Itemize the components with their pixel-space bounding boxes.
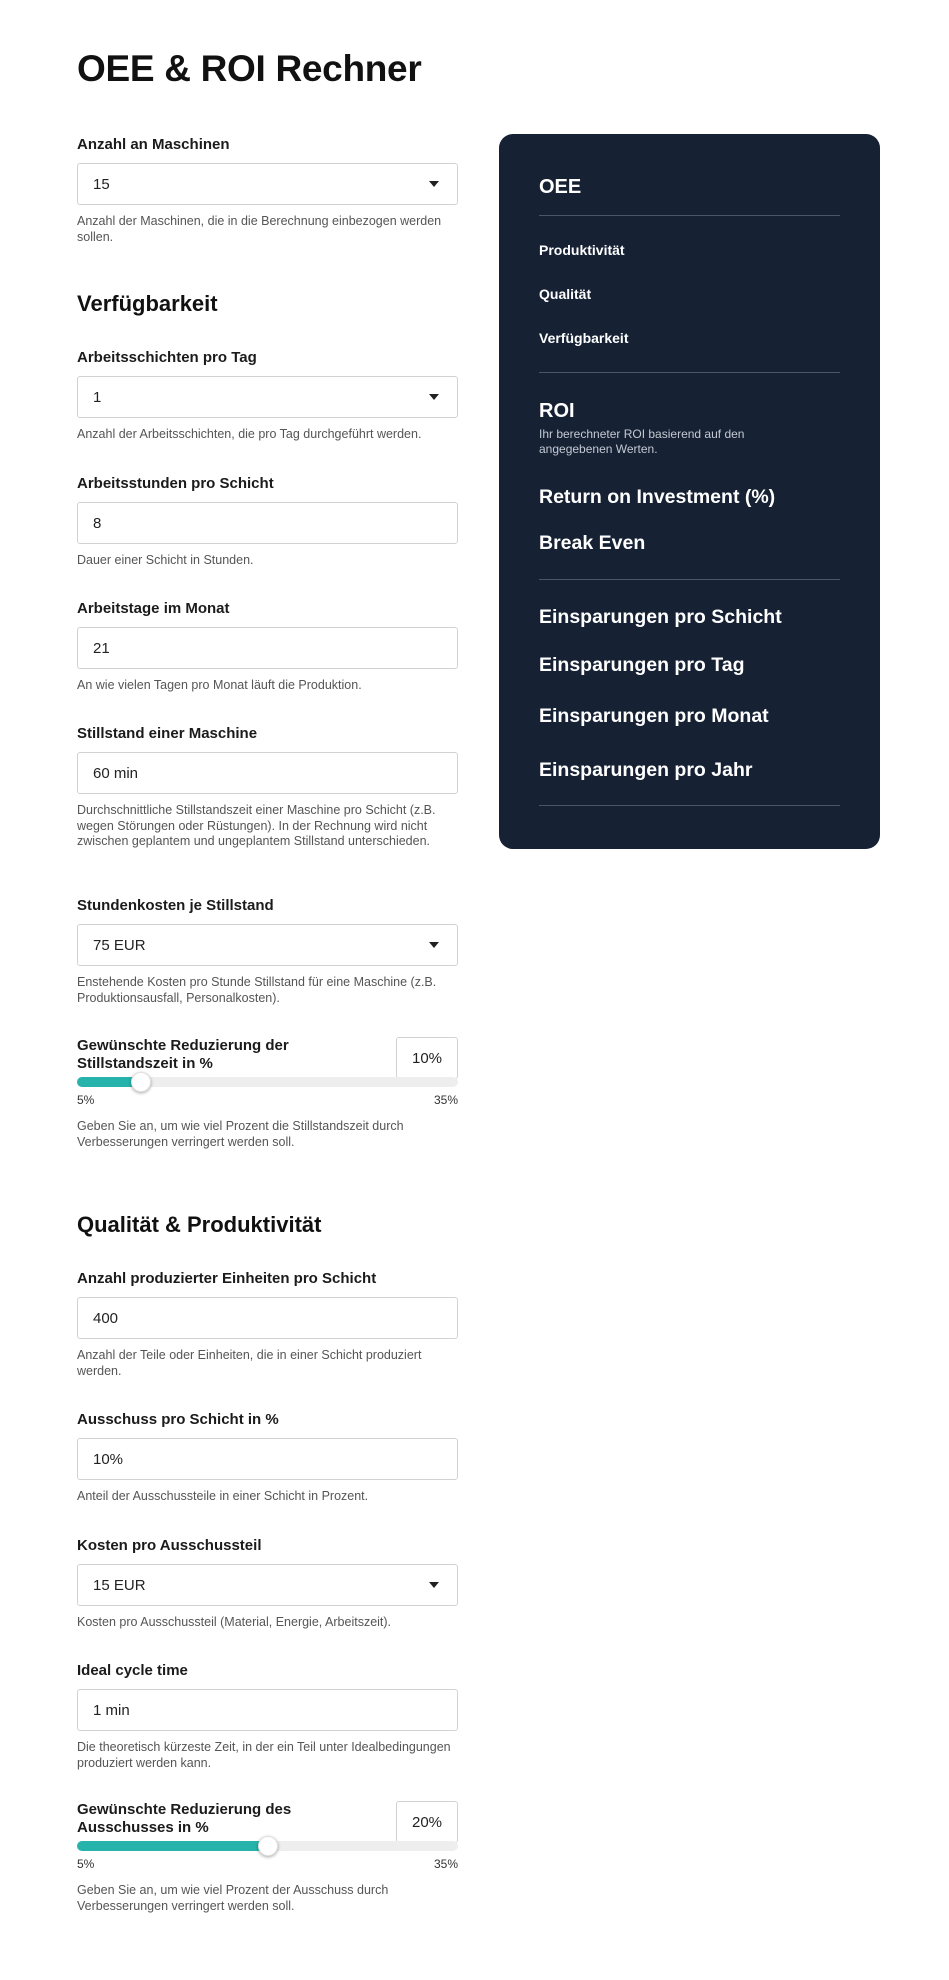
scrap-reduction-group (77, 1801, 458, 1914)
units-help: Anzahl der Teile oder Einheiten, die in einer Schicht produziert werden. (77, 1348, 422, 1378)
chevron-down-icon (429, 394, 439, 400)
shifts-value: 1 (93, 388, 102, 406)
cycle-input[interactable] (77, 1689, 458, 1731)
section-title-availability: Verfügbarkeit (77, 291, 218, 316)
chevron-down-icon (429, 181, 439, 187)
slider-max-label: 35% (433, 1093, 458, 1107)
hours-group (77, 475, 458, 569)
scrap-value: 10% (93, 1450, 124, 1468)
downtime-reduction-group (77, 1037, 458, 1150)
downtime-cost-value: 75 EUR (93, 936, 146, 954)
roi-description: Ihr berechneter ROI basierend auf den angegebenen Werten. (539, 427, 745, 456)
scrap-label: Ausschuss pro Schicht in % (77, 1411, 279, 1428)
result-quality: Qualität (539, 286, 592, 302)
slider-thumb[interactable] (131, 1072, 151, 1092)
result-roi-percent: Return on Investment (%) (539, 486, 776, 508)
hours-label: Arbeitsstunden pro Schicht (77, 475, 274, 492)
downtime-cost-label: Stundenkosten je Stillstand (77, 897, 274, 914)
machines-value: 15 (93, 175, 110, 193)
slider-min-label: 5% (77, 1857, 95, 1871)
chevron-down-icon (429, 942, 439, 948)
scrap-cost-label: Kosten pro Ausschussteil (77, 1537, 262, 1554)
scrap-cost-help: Kosten pro Ausschussteil (Material, Energie, Arbeitszeit). (77, 1615, 392, 1629)
downtime-reduction-help: Geben Sie an, um wie viel Prozent die Stillstandszeit durch Verbesserungen verringert werden soll. (77, 1119, 404, 1149)
divider (539, 805, 840, 806)
downtime-label: Stillstand einer Maschine (77, 725, 258, 742)
section-title-quality: Qualität & Produktivität (77, 1212, 322, 1237)
machines-help: Anzahl der Maschinen, die in die Berechnung einbezogen werden sollen. (77, 214, 442, 244)
chevron-down-icon (429, 1582, 439, 1588)
cycle-help: Die theoretisch kürzeste Zeit, in der ein Teil unter Idealbedingungen produziert werden kann. (77, 1740, 451, 1770)
result-productivity: Produktivität (539, 242, 625, 258)
slider-max-label: 35% (433, 1857, 458, 1871)
scrap-cost-group (77, 1537, 458, 1631)
hours-input[interactable] (77, 502, 458, 544)
machines-select[interactable] (77, 163, 458, 205)
result-availability: Verfügbarkeit (539, 330, 629, 346)
cycle-label: Ideal cycle time (77, 1662, 188, 1679)
scrap-reduction-help: Geben Sie an, um wie viel Prozent der Ausschuss durch Verbesserungen verringert werden soll. (77, 1883, 389, 1913)
hours-value: 8 (93, 514, 102, 532)
results-panel (499, 134, 880, 849)
machines-label: Anzahl an Maschinen (77, 136, 230, 153)
scrap-cost-select[interactable] (77, 1564, 458, 1606)
slider-min-label: 5% (77, 1093, 95, 1107)
days-value: 21 (93, 639, 110, 657)
result-savings-month: Einsparungen pro Monat (539, 705, 769, 727)
scrap-cost-value: 15 EUR (93, 1576, 146, 1594)
divider (539, 372, 840, 373)
scrap-reduction-input[interactable]: 20% (396, 1801, 458, 1843)
scrap-group (77, 1411, 458, 1505)
units-value: 400 (93, 1309, 119, 1327)
result-break-even: Break Even (539, 532, 646, 554)
scrap-input[interactable] (77, 1438, 458, 1480)
result-savings-shift: Einsparungen pro Schicht (539, 606, 782, 628)
scrap-reduction-slider[interactable] (77, 1841, 458, 1851)
machines-group (77, 136, 458, 245)
cycle-value: 1 min (93, 1701, 130, 1719)
scrap-help: Anteil der Ausschussteile in einer Schicht in Prozent. (77, 1489, 369, 1503)
downtime-input[interactable] (77, 752, 458, 794)
slider-thumb[interactable] (258, 1836, 278, 1856)
hours-help: Dauer einer Schicht in Stunden. (77, 553, 254, 567)
downtime-cost-help: Enstehende Kosten pro Stunde Stillstand für eine Maschine (z.B. Produktionsausfall, Personalkosten). (77, 975, 437, 1005)
result-savings-year: Einsparungen pro Jahr (539, 759, 753, 781)
days-label: Arbeitstage im Monat (77, 600, 230, 617)
downtime-cost-group (77, 897, 458, 1006)
downtime-help: Durchschnittliche Stillstandszeit einer Maschine pro Schicht (z.B. wegen Störungen oder Rüstungen). In der Rechnung wird nicht zwischen geplantem und ungeplantem Stillstand unterschieden. (77, 803, 436, 848)
days-group (77, 600, 458, 694)
shifts-help: Anzahl der Arbeitsschichten, die pro Tag durchgeführt werden. (77, 427, 422, 441)
units-group (77, 1270, 458, 1379)
units-label: Anzahl produzierter Einheiten pro Schicht (77, 1270, 377, 1287)
days-help: An wie vielen Tagen pro Monat läuft die Produktion. (77, 678, 362, 692)
divider (539, 579, 840, 580)
result-savings-day: Einsparungen pro Tag (539, 654, 745, 676)
shifts-group (77, 349, 458, 443)
units-input[interactable] (77, 1297, 458, 1339)
days-input[interactable] (77, 627, 458, 669)
shifts-select[interactable] (77, 376, 458, 418)
cycle-group (77, 1662, 458, 1771)
downtime-cost-select[interactable] (77, 924, 458, 966)
shifts-label: Arbeitsschichten pro Tag (77, 349, 257, 366)
downtime-reduction-slider[interactable] (77, 1077, 458, 1087)
downtime-reduction-label: Gewünschte Reduzierung der Stillstandszeit in % (77, 1037, 289, 1072)
downtime-reduction-input[interactable]: 10% (396, 1037, 458, 1079)
roi-title: ROI (539, 400, 575, 422)
downtime-group (77, 725, 458, 850)
downtime-value: 60 min (93, 764, 139, 782)
page-title: OEE & ROI Rechner (77, 48, 422, 89)
oee-title: OEE (539, 176, 582, 198)
divider (539, 215, 840, 216)
scrap-reduction-label: Gewünschte Reduzierung des Ausschusses in % (77, 1801, 292, 1836)
slider-fill (77, 1841, 268, 1851)
